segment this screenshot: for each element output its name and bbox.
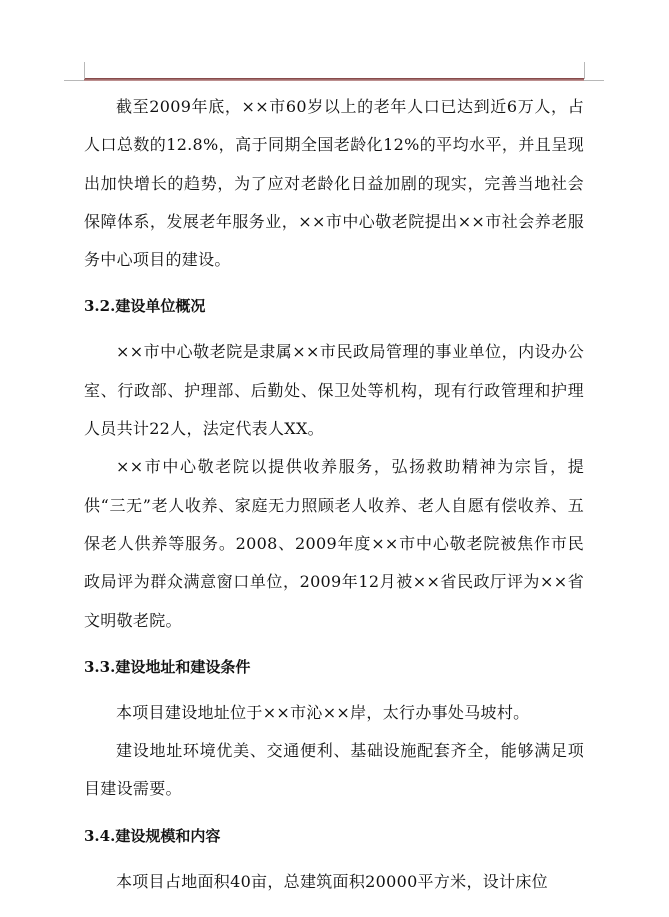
paragraph-scale-content: 本项目占地面积40亩，总建筑面积20000平方米，设计床位 <box>116 871 548 891</box>
paragraph-unit-services: ××市中心敬老院以提供收养服务，弘扬救助精神为宗旨，提供“三无”老人收养、家庭无力照顾老人收养、老人自愿有偿收养、五保老人供养等服务。2008、2009年度××市中心敬老院被焦作市民政局评为群众满意窗口单位，2009年12月被××省民政厅评为××省文明敬老院。 <box>84 457 584 630</box>
crop-mark-top-right-horizontal <box>584 80 604 81</box>
paragraph-aging-population: 截至2009年底，××市60岁以上的老年人口已达到近6万人，占人口总数的12.8%，高于同期全国老龄化12%的平均水平，并且呈现出加快增长的趋势，为了应对老龄化日益加剧的现实，完善当地社会保障体系，发展老年服务业，××市中心敬老院提出××市社会养老服务中心项目的建设。 <box>84 97 584 270</box>
paragraph-site-conditions: 建设地址环境优美、交通便利、基础设施配套齐全，能够满足项目建设需要。 <box>84 741 584 799</box>
crop-mark-top-right-vertical <box>584 62 585 79</box>
crop-mark-top-left-vertical <box>84 62 85 79</box>
section-heading-3-3: 3.3.建设地址和建设条件 <box>84 657 251 676</box>
section-heading-3-2: 3.2.建设单位概况 <box>84 297 206 316</box>
document-body <box>84 88 584 901</box>
crop-mark-top-left-horizontal <box>64 80 84 81</box>
paragraph-unit-overview: ××市中心敬老院是隶属××市民政局管理的事业单位，内设办公室、行政部、护理部、后勤处、保卫处等机构，现有行政管理和护理人员共计22人，法定代表人XX。 <box>84 342 584 439</box>
paragraph-site-address: 本项目建设地址位于××市沁××岸，太行办事处马坡村。 <box>116 702 530 722</box>
section-heading-3-4: 3.4.建设规模和内容 <box>84 826 221 845</box>
page-header-rule <box>84 78 584 81</box>
